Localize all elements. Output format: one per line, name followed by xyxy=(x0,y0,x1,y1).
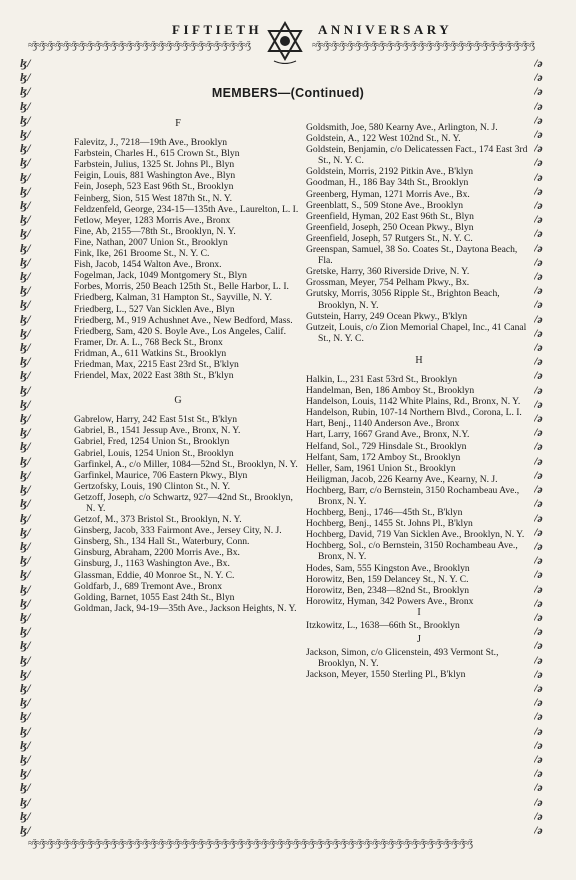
section-letter-j: J xyxy=(417,634,421,646)
member-entry: Heller, Sam, 1961 Union St., Brooklyn xyxy=(306,462,456,474)
member-entry: Gretske, Harry, 360 Riverside Drive, N. Y. xyxy=(306,266,470,278)
member-list-g-continued xyxy=(306,122,532,344)
ornament-border-top-right: ≈ǯ≈ǯ≈ǯ≈ǯ≈ǯ≈ǯ≈ǯ≈ǯ≈ǯ≈ǯ≈ǯ≈ǯ≈ǯ≈ǯ≈ǯ≈ǯ≈ǯ≈ǯ≈ǯ≈ǯ≈ǯ≈ǯ≈ǯ≈ǯ≈ǯ≈ǯ≈ǯ≈ǯ xyxy=(312,40,534,51)
member-entry: Forbes, Morris, 250 Beach 125th St., Belle Harbor, L. I. xyxy=(74,281,289,293)
member-entry: Goodman, H., 186 Bay 34th St., Brooklyn xyxy=(306,177,469,189)
member-list-g xyxy=(74,414,300,614)
member-entry: Fine, Nathan, 2007 Union St., Brooklyn xyxy=(74,236,228,248)
member-entry: Gabriel, Fred, 1254 Union St., Brooklyn xyxy=(74,436,230,448)
member-entry: Friedman, Max, 2215 East 23rd St., B'klyn xyxy=(74,358,239,370)
member-entry: Goldstein, Morris, 2192 Pitkin Ave., B'klyn xyxy=(306,166,474,178)
member-list-j xyxy=(306,647,532,680)
member-entry: Gutzeit, Louis, c/o Zion Memorial Chapel, Inc., 41 Canal St., N. Y. C. xyxy=(306,321,527,344)
member-entry: Ginsburg, Abraham, 2200 Morris Ave., Bx. xyxy=(74,547,240,559)
member-entry: Friendel, Max, 2022 East 38th St., B'klyn xyxy=(74,370,234,382)
member-entry: Hochberg, Sol., c/o Bernstein, 3150 Rochambeau Ave., Bronx, N. Y. xyxy=(306,540,518,563)
member-entry: Grossman, Meyer, 754 Pelham Pkwy., Bx. xyxy=(306,277,470,289)
member-entry: Gabriel, Louis, 1254 Union St., Brooklyn xyxy=(74,447,234,459)
page-title: MEMBERS—(Continued) xyxy=(211,86,365,100)
ornament-border-left: ɮ/ ɮ/ ɮ/ ɮ/ ɮ/ ɮ/ ɮ/ ɮ/ ɮ/ ɮ/ ɮ/ ɮ/ ɮ/ ɮ/ ɮ/ ɮ/ ɮ/ ɮ/ ɮ/ ɮ/ ɮ/ ɮ/ ɮ/ ɮ/ ɮ/ ɮ/ ɮ/ ɮ/ ɮ/ ɮ/ ɮ/ ɮ/ ɮ/ ɮ/ ɮ/ ɮ/ ɮ/ ɮ/ ɮ/ ɮ/ ɮ/ ɮ/ ɮ/ ɮ/ ɮ/ ɮ/ ɮ/ ɮ/ ɮ/ ɮ/ ɮ/ ɮ/ ɮ/ ɮ/ ɮ/ xyxy=(20,56,31,837)
member-list-i xyxy=(306,620,532,631)
member-list-f xyxy=(74,137,300,381)
member-entry: Jackson, Meyer, 1550 Sterling Pl., B'klyn xyxy=(306,669,466,681)
member-entry: Gabrelow, Harry, 242 East 51st St., B'klyn xyxy=(74,414,238,426)
member-entry: Greenberg, Hyman, 1271 Morris Ave., Bx. xyxy=(306,188,470,200)
member-entry: Horowitz, Ben, 2348—82nd St., Brooklyn xyxy=(306,584,470,596)
header-left-word: FIFTIETH xyxy=(172,22,263,37)
member-entry: Garfinkel, Maurice, 706 Eastern Pkwy., Blyn xyxy=(74,469,248,481)
member-entry: Falevitz, J., 7218—19th Ave., Brooklyn xyxy=(74,137,228,149)
member-entry: Friedberg, Kalman, 31 Hampton St., Sayville, N. Y. xyxy=(74,292,273,304)
member-entry: Goldstein, A., 122 West 102nd St., N. Y. xyxy=(306,133,461,145)
member-entry: Fink, Ike, 261 Broome St., N. Y. C. xyxy=(74,248,210,260)
member-entry: Glassman, Eddie, 40 Monroe St., N. Y. C. xyxy=(74,569,235,581)
member-entry: Golding, Barnet, 1055 East 24th St., Blyn xyxy=(74,591,235,603)
member-entry: Handelson, Rubin, 107-14 Northern Blvd., Corona, L. I. xyxy=(306,407,522,419)
member-entry: Greenspan, Samuel, 38 So. Coates St., Daytona Beach, Fla. xyxy=(306,244,518,267)
member-entry: Hochberg, Barr, c/o Bernstein, 3150 Rochambeau Ave., Bronx, N. Y. xyxy=(306,484,520,507)
star-of-david-icon xyxy=(266,20,304,64)
member-entry: Halkin, L., 231 East 53rd St., Brooklyn xyxy=(306,373,458,385)
member-entry: Hodes, Sam, 555 Kingston Ave., Brooklyn xyxy=(306,562,470,574)
member-entry: Itzkowitz, L., 1638—66th St., Brooklyn xyxy=(306,620,460,632)
member-entry: Grutsky, Morris, 3056 Ripple St., Brighton Beach, Brooklyn, N. Y. xyxy=(306,288,500,311)
member-entry: Hart, Benj., 1140 Anderson Ave., Bronx xyxy=(306,418,460,430)
ornament-border-right: /ə /ə /ə /ə /ə /ə /ə /ə /ə /ə /ə /ə /ə /ə /ə /ə /ə /ə /ə /ə /ə /ə /ə /ə /ə /ə /ə /ə /ə /ə /ə /ə /ə /ə /ə /ə /ə /ə /ə /ə /ə /ə /ə /ə /ə /ə /ə /ə /ə /ə /ə /ə /ə /ə /ə xyxy=(534,56,543,837)
member-entry: Horowitz, Ben, 159 Delancey St., N. Y. C. xyxy=(306,573,469,585)
member-entry: Ginsberg, Jacob, 333 Fairmont Ave., Jersey City, N. J. xyxy=(74,525,282,537)
member-entry: Farbstein, Julius, 1325 St. Johns Pl., Blyn xyxy=(74,159,235,171)
section-letter-g: G xyxy=(174,395,182,407)
left-column xyxy=(74,118,300,614)
member-entry: Framer, Dr. A. L., 768 Beck St., Bronx xyxy=(74,336,223,348)
member-entry: Goldstein, Benjamin, c/o Delicatessen Fact., 174 East 3rd St., N. Y. C. xyxy=(306,144,528,167)
member-entry: Fridman, A., 611 Watkins St., Brooklyn xyxy=(74,347,227,359)
member-entry: Helfant, Sam, 172 Amboy St., Brooklyn xyxy=(306,451,461,463)
member-entry: Goldsmith, Joe, 580 Kearny Ave., Arlington, N. J. xyxy=(306,122,498,133)
right-column xyxy=(306,122,532,681)
member-entry: Getzoff, Joseph, c/o Schwartz, 927—42nd St., Brooklyn, N. Y. xyxy=(74,491,293,514)
header-right-word: ANNIVERSARY xyxy=(318,22,453,37)
member-entry: Jackson, Simon, c/o Glicenstein, 493 Vermont St., Brooklyn, N. Y. xyxy=(306,647,499,670)
member-entry: Handelson, Louis, 1142 White Plains, Rd., Bronx, N. Y. xyxy=(306,396,521,408)
member-entry: Hochberg, David, 719 Van Sicklen Ave., Brooklyn, N. Y. xyxy=(306,529,525,541)
member-entry: Friedberg, M., 919 Achushnet Ave., New Bedford, Mass. xyxy=(74,314,293,326)
member-entry: Fogelman, Jack, 1049 Montgomery St., Blyn xyxy=(74,270,247,282)
member-entry: Handelman, Ben, 186 Amboy St., Brooklyn xyxy=(306,385,475,397)
member-entry: Getzof, M., 373 Bristol St., Brooklyn, N. Y. xyxy=(74,514,242,526)
member-entry: Ginsberg, Sh., 134 Hall St., Waterbury, Conn. xyxy=(74,536,250,548)
member-entry: Gertzofsky, Louis, 190 Clinton St., N. Y. xyxy=(74,480,231,492)
section-letter-i: I xyxy=(417,606,421,618)
member-entry: Hochberg, Benj., 1746—45th St., B'klyn xyxy=(306,507,463,519)
member-entry: Feigin, Louis, 881 Washington Ave., Blyn xyxy=(74,170,236,182)
member-entry: Friedberg, L., 527 Van Sicklen Ave., Blyn xyxy=(74,303,235,315)
member-entry: Garfinkel, A., c/o Miller, 1084—52nd St., Brooklyn, N. Y. xyxy=(74,458,298,470)
member-entry: Heiligman, Jacob, 226 Kearny Ave., Kearny, N. J. xyxy=(306,473,498,485)
member-entry: Greenblatt, S., 509 Stone Ave., Brooklyn xyxy=(306,199,464,211)
member-entry: Helfand, Sol., 729 Hinsdale St., Brooklyn xyxy=(306,440,467,452)
member-entry: Fetlow, Meyer, 1283 Morris Ave., Bronx xyxy=(74,214,231,226)
member-entry: Greenfield, Hyman, 202 East 96th St., Blyn xyxy=(306,210,474,222)
member-entry: Friedberg, Sam, 420 S. Boyle Ave., Los Angeles, Calif. xyxy=(74,325,287,337)
member-entry: Fine, Ab, 2155—78th St., Brooklyn, N. Y. xyxy=(74,225,236,237)
member-entry: Hart, Larry, 1667 Grand Ave., Bronx, N.Y. xyxy=(306,429,470,441)
member-entry: Ginsburg, J., 1163 Washington Ave., Bx. xyxy=(74,558,230,570)
ornament-border-bottom: ≈ǯ≈ǯ≈ǯ≈ǯ≈ǯ≈ǯ≈ǯ≈ǯ≈ǯ≈ǯ≈ǯ≈ǯ≈ǯ≈ǯ≈ǯ≈ǯ≈ǯ≈ǯ≈ǯ≈ǯ≈ǯ≈ǯ≈ǯ≈ǯ≈ǯ≈ǯ≈ǯ≈ǯ≈ǯ≈ǯ≈ǯ≈ǯ≈ǯ≈ǯ≈ǯ≈ǯ≈ǯ≈ǯ≈ǯ≈ǯ≈ǯ≈ǯ≈ǯ≈ǯ≈ǯ≈ǯ≈ǯ≈ǯ≈ǯ≈ǯ≈ǯ≈ǯ≈ǯ≈ǯ≈ǯ≈ǯ xyxy=(28,838,472,849)
ornament-border-top-left: ≈ǯ≈ǯ≈ǯ≈ǯ≈ǯ≈ǯ≈ǯ≈ǯ≈ǯ≈ǯ≈ǯ≈ǯ≈ǯ≈ǯ≈ǯ≈ǯ≈ǯ≈ǯ≈ǯ≈ǯ≈ǯ≈ǯ≈ǯ≈ǯ≈ǯ≈ǯ≈ǯ≈ǯ xyxy=(28,40,250,51)
member-entry: Greenfield, Joseph, 250 Ocean Pkwy., Blyn xyxy=(306,221,474,233)
member-list-h xyxy=(306,374,532,607)
member-entry: Hochberg, Benj., 1455 St. Johns Pl., B'klyn xyxy=(306,518,473,530)
member-entry: Feinberg, Sion, 515 West 187th St., N. Y. xyxy=(74,192,232,204)
member-entry: Gabriel, B., 1541 Jessup Ave., Bronx, N. Y. xyxy=(74,425,241,437)
member-entry: Farbstein, Charles H., 615 Crown St., Blyn xyxy=(74,148,240,160)
member-entry: Gutstein, Harry, 249 Ocean Pkwy., B'klyn xyxy=(306,310,468,322)
member-entry: Goldman, Jack, 94-19—35th Ave., Jackson Heights, N. Y. xyxy=(74,602,297,614)
member-entry: Goldfarb, J., 689 Tremont Ave., Bronx xyxy=(74,580,222,592)
section-letter-f: F xyxy=(175,118,181,129)
member-entry: Feldzenfeld, George, 234-15—135th Ave., Laurelton, L. I. xyxy=(74,203,299,215)
member-entry: Fish, Jacob, 1454 Walton Ave., Bronx. xyxy=(74,259,222,271)
member-entry: Horowitz, Hyman, 342 Powers Ave., Bronx xyxy=(306,595,474,607)
section-letter-h: H xyxy=(415,354,423,366)
member-entry: Fein, Joseph, 523 East 96th St., Brooklyn xyxy=(74,181,234,193)
member-entry: Greenfield, Joseph, 57 Rutgers St., N. Y. C. xyxy=(306,232,473,244)
